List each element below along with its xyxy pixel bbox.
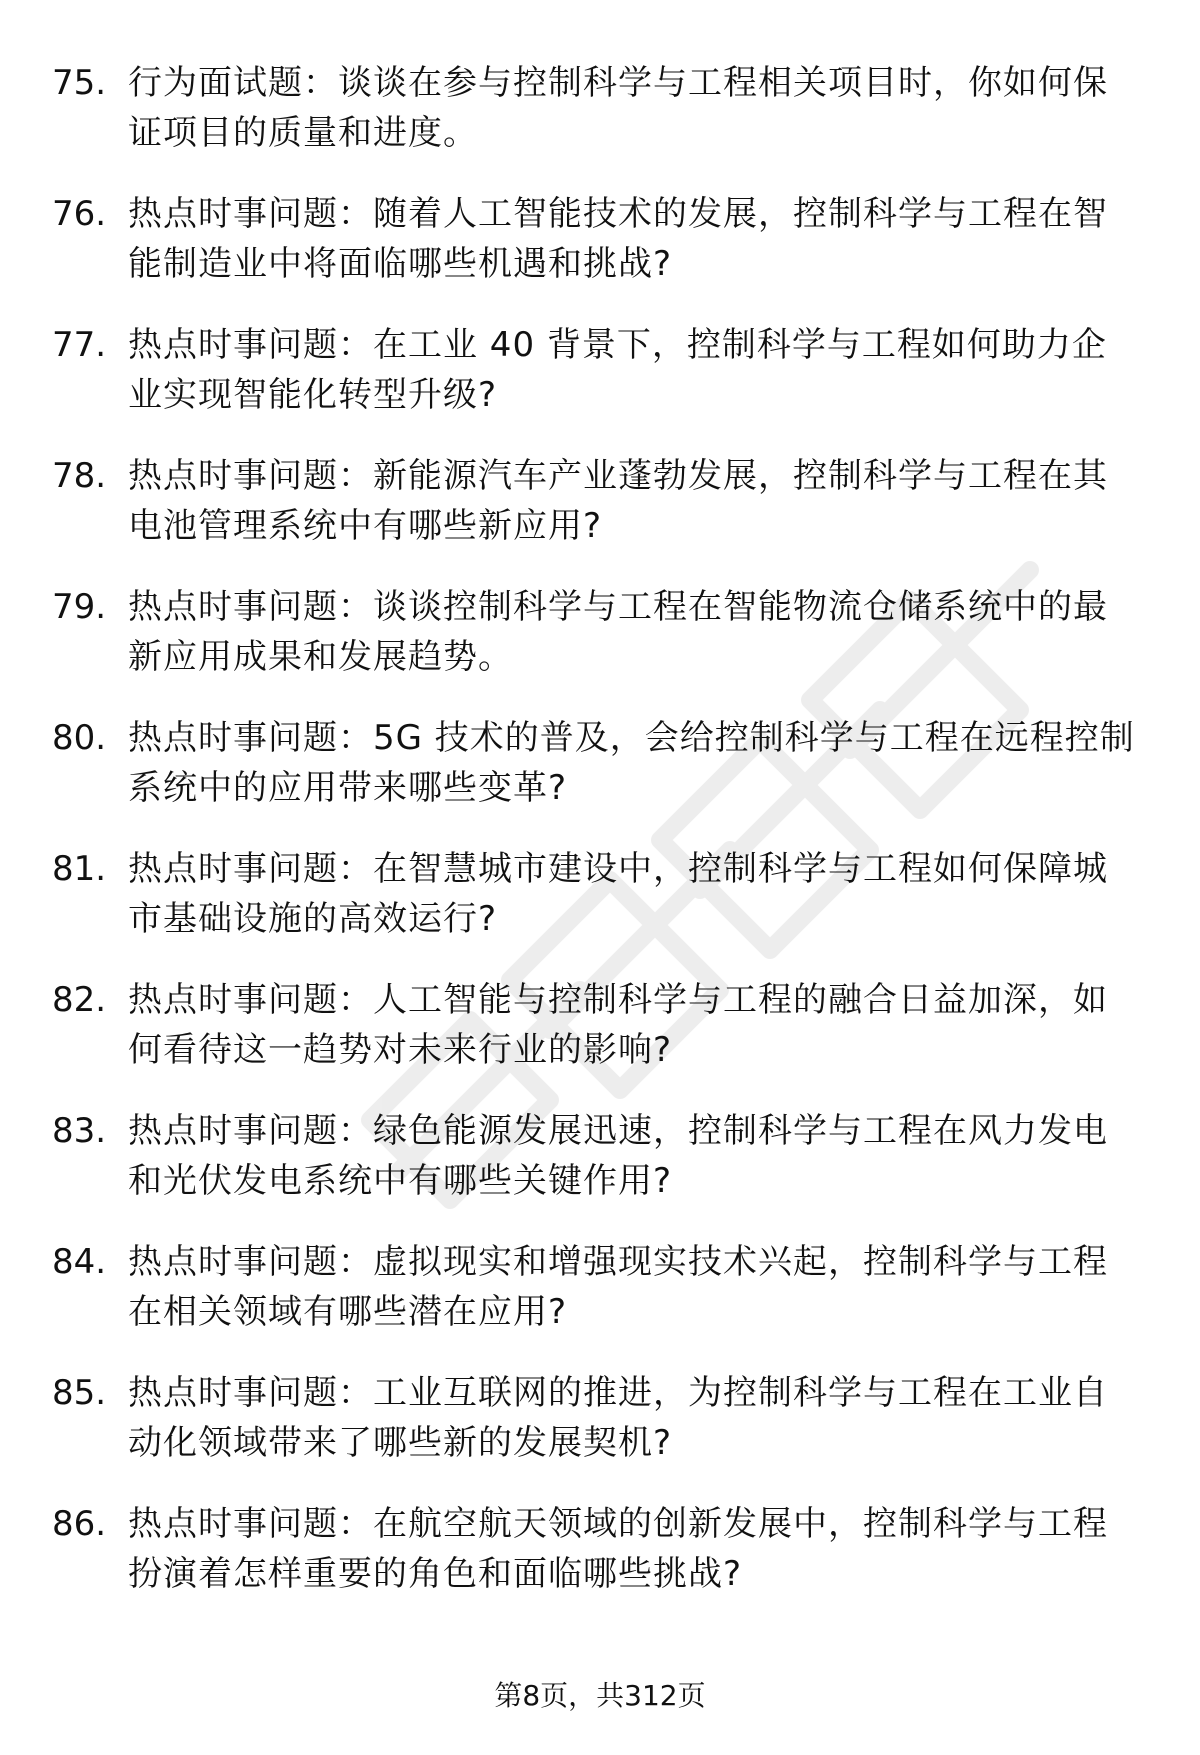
question-item-86 [0,1499,1200,1630]
question-text: 热点时事问题：新能源汽车产业蓬勃发展，控制科学与工程在其电池管理系统中有哪些新应用? [128,456,1108,546]
question-number: 82. [52,980,107,1020]
question-number: 83. [52,1111,107,1151]
question-item-82 [0,975,1200,1106]
question-number: 77. [52,325,107,365]
question-text: 热点时事问题：工业互联网的推进，为控制科学与工程在工业自动化领域带来了哪些新的发展契机? [128,1373,1108,1463]
question-number: 81. [52,849,107,889]
question-list [0,58,1200,1630]
question-item-75 [0,58,1200,189]
page-footer: 第8页，共312页 [494,1679,706,1712]
question-item-85 [0,1368,1200,1499]
question-text: 热点时事问题：在智慧城市建设中，控制科学与工程如何保障城市基础设施的高效运行? [128,849,1108,939]
question-item-77 [0,320,1200,451]
question-number: 80. [52,718,107,758]
question-item-79 [0,582,1200,713]
question-text: 热点时事问题：绿色能源发展迅速，控制科学与工程在风力发电和光伏发电系统中有哪些关键作用? [128,1111,1108,1201]
question-item-81 [0,844,1200,975]
question-number: 86. [52,1504,107,1544]
question-text: 热点时事问题：人工智能与控制科学与工程的融合日益加深，如何看待这一趋势对未来行业的影响? [128,980,1108,1070]
question-item-83 [0,1106,1200,1237]
question-text: 热点时事问题：谈谈控制科学与工程在智能物流仓储系统中的最新应用成果和发展趋势。 [128,587,1108,677]
question-item-80 [0,713,1200,844]
question-text: 热点时事问题：虚拟现实和增强现实技术兴起，控制科学与工程在相关领域有哪些潜在应用? [128,1242,1108,1332]
question-number: 85. [52,1373,107,1413]
question-item-76 [0,189,1200,320]
question-number: 79. [52,587,107,627]
question-text: 热点时事问题：5G 技术的普及，会给控制科学与工程在远程控制系统中的应用带来哪些变革? [128,718,1135,808]
question-number: 84. [52,1242,107,1282]
question-item-78 [0,451,1200,582]
question-text: 热点时事问题：在工业 40 背景下，控制科学与工程如何助力企业实现智能化转型升级? [128,325,1107,415]
question-item-84 [0,1237,1200,1368]
question-number: 78. [52,456,107,496]
question-text: 热点时事问题：在航空航天领域的创新发展中，控制科学与工程扮演着怎样重要的角色和面临哪些挑战? [128,1504,1108,1594]
question-text: 行为面试题：谈谈在参与控制科学与工程相关项目时，你如何保证项目的质量和进度。 [128,63,1108,153]
question-number: 76. [52,194,107,234]
question-number: 75. [52,63,107,103]
question-text: 热点时事问题：随着人工智能技术的发展，控制科学与工程在智能制造业中将面临哪些机遇和挑战? [128,194,1108,284]
